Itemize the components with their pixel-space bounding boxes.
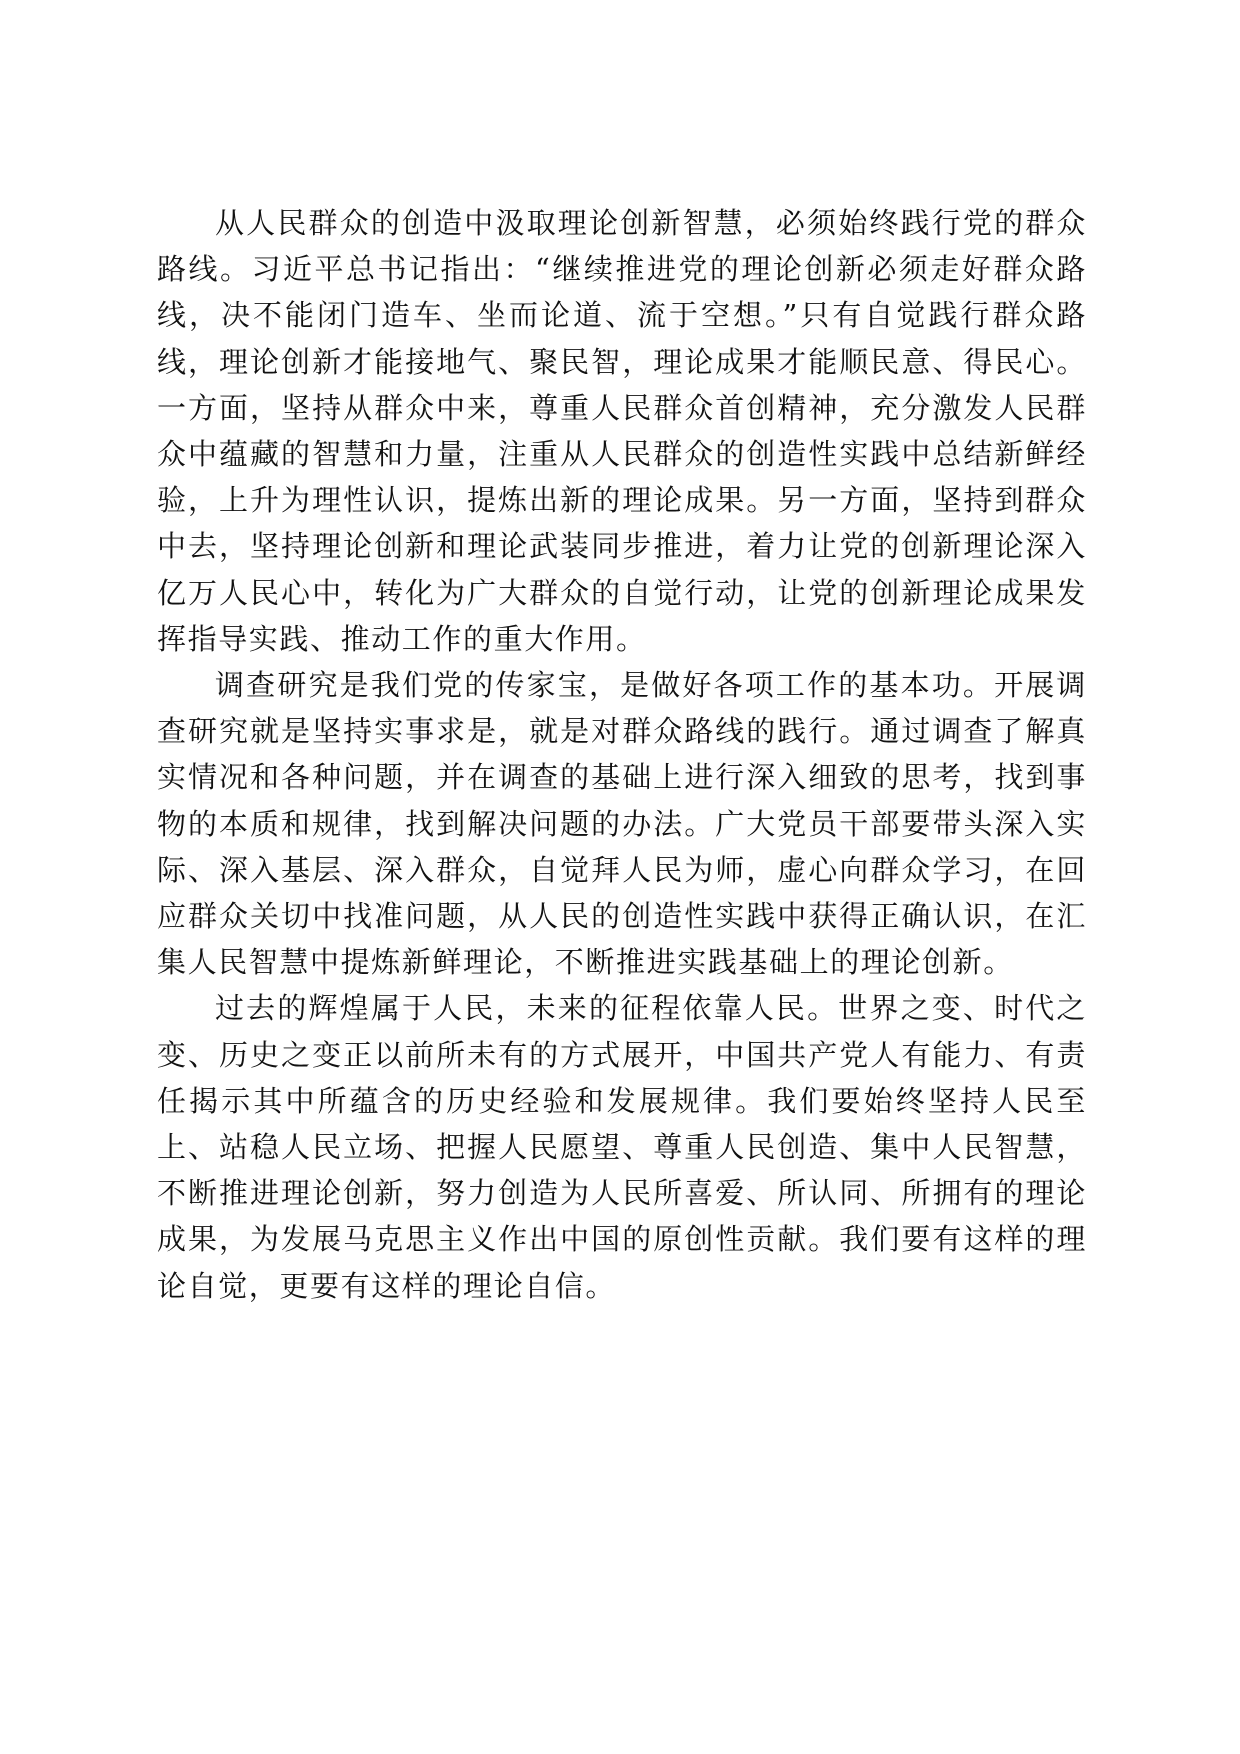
document-body	[157, 200, 1087, 1309]
paragraph-theory-confidence: 过去的辉煌属于人民，未来的征程依靠人民。世界之变、时代之变、历史之变正以前所未有的方式展开，中国共产党人有能力、有责任揭示其中所蕴含的历史经验和发展规律。我们要始终坚持人民至上、站稳人民立场、把握人民愿望、尊重人民创造、集中人民智慧，不断推进理论创新，努力创造为人民所喜爱、所认同、所拥有的理论成果，为发展马克思主义作出中国的原创性贡献。我们要有这样的理论自觉，更要有这样的理论自信。	[157, 991, 1087, 1303]
paragraph-mass-line: 从人民群众的创造中汲取理论创新智慧，必须始终践行党的群众路线。习近平总书记指出：“继续推进党的理论创新必须走好群众路线，决不能闭门造车、坐而论道、流于空想。”只有自觉践行群众路线，理论创新才能接地气、聚民智，理论成果才能顺民意、得民心。一方面，坚持从群众中来，尊重人民群众首创精神，充分激发人民群众中蕴藏的智慧和力量，注重从人民群众的创造性实践中总结新鲜经验，上升为理性认识，提炼出新的理论成果。另一方面，坚持到群众中去，坚持理论创新和理论武装同步推进，着力让党的创新理论深入亿万人民心中，转化为广大群众的自觉行动，让党的创新理论成果发挥指导实践、推动工作的重大作用。	[157, 206, 1087, 656]
paragraph-investigation: 调查研究是我们党的传家宝，是做好各项工作的基本功。开展调查研究就是坚持实事求是，就是对群众路线的践行。通过调查了解真实情况和各种问题，并在调查的基础上进行深入细致的思考，找到事物的本质和规律，找到解决问题的办法。广大党员干部要带头深入实际、深入基层、深入群众，自觉拜人民为师，虚心向群众学习，在回应群众关切中找准问题，从人民的创造性实践中获得正确认识，在汇集人民智慧中提炼新鲜理论，不断推进实践基础上的理论创新。	[157, 668, 1087, 980]
